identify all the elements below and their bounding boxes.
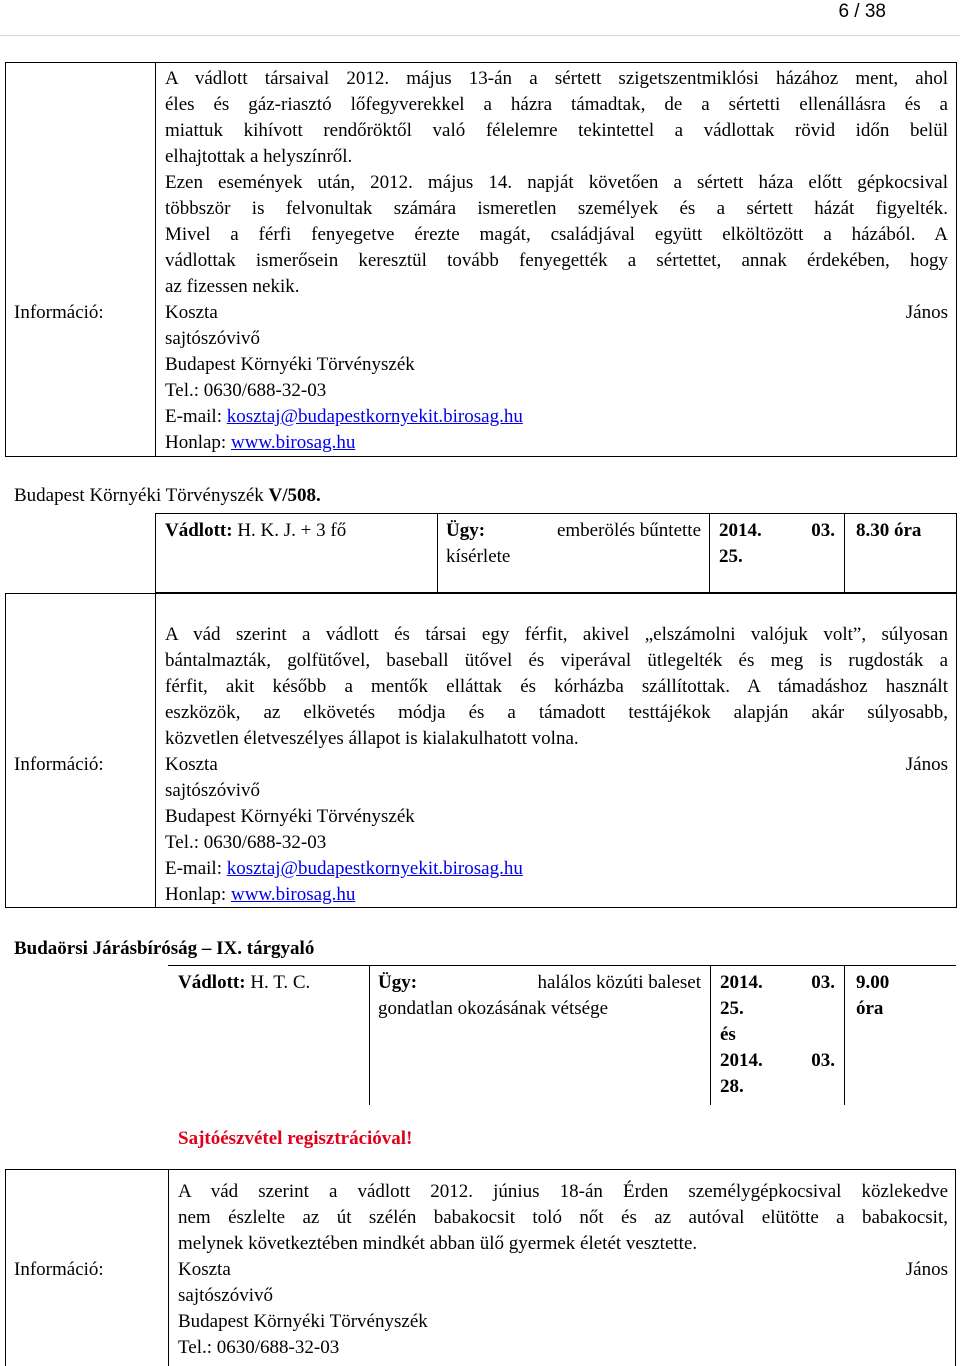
section-heading-2 <box>14 483 321 509</box>
contact-org: Budapest Környéki Törvényszék <box>178 1311 428 1332</box>
web-link[interactable]: www.birosag.hu <box>230 432 356 453</box>
hearing-time-2: 8.30 óra <box>856 520 922 541</box>
text-line: többször is felvonultak számára ismeretlen személyek és a sértett házát figyelték. <box>165 198 948 219</box>
registration-notice: Sajtóészvétel regisztrációval! <box>178 1128 413 1149</box>
date-month: 03. <box>811 1050 835 1071</box>
time-value: 9.00 <box>856 972 890 993</box>
contact-tel: Tel.: 0630/688-32-03 <box>165 832 327 853</box>
header-divider <box>0 35 960 36</box>
contact-tel: Tel.: 0630/688-32-03 <box>165 380 327 401</box>
contact-org: Budapest Környéki Törvényszék <box>165 806 415 827</box>
block-top-border <box>5 1169 956 1170</box>
web-link[interactable]: www.birosag.hu <box>230 884 356 905</box>
defendant-name: H. T. C. <box>245 972 311 993</box>
email-link[interactable]: kosztaj@budapestkornyekit.birosag.hu <box>226 858 523 879</box>
text-line: melynek következtében mindkét abban ülő gyermek életét vesztette. <box>178 1233 698 1254</box>
case-text: halálos közúti baleset <box>532 972 701 993</box>
block-left-border <box>5 1169 6 1366</box>
date-line <box>719 518 835 544</box>
text-line: vádlottak ismerősein keresztül tovább fenyegették a sértettet, annak érdekében, hogy <box>165 250 948 271</box>
column-divider <box>155 62 156 456</box>
cell-divider <box>844 965 845 1105</box>
defendant-3 <box>178 970 310 996</box>
date-year: 2014. <box>720 1050 763 1071</box>
defendant-name: H. K. J. + 3 fő <box>232 520 347 541</box>
case-label: Ügy: <box>446 520 486 541</box>
text-line: bántalmazták, golfütővel, baseball ütővel és viperával ütlegelték és meg is rugdosták a <box>165 650 948 671</box>
contact-first-name: Koszta <box>165 302 218 323</box>
block-right-border <box>955 1169 956 1366</box>
defendant-2 <box>165 518 346 544</box>
text-line: A vád szerint a vádlott 2012. június 18-án Érden személygépkocsival közlekedve <box>178 1181 948 1202</box>
date-year: 2014. <box>720 972 763 993</box>
contact-email <box>165 404 523 430</box>
text-line: közvetlen életveszélyes állapot is kialakulhatott volna. <box>165 728 579 749</box>
case-line <box>378 970 701 996</box>
contact-web <box>165 430 355 456</box>
date-line <box>720 970 835 996</box>
contact-email <box>165 856 523 882</box>
defendant-label: Vádlott: <box>165 520 233 541</box>
contact-role: sajtószóvivő <box>165 780 260 801</box>
contact-role: sajtószóvivő <box>178 1285 273 1306</box>
case-line <box>446 518 701 544</box>
email-label: E-mail: <box>165 858 227 879</box>
text-line: miattuk kihívott rendőröktől való félelemre tekintettel a vádlottak rövid időn belül <box>165 120 948 141</box>
cell-divider <box>709 513 710 593</box>
text-line: éles és gáz-riasztó lőfegyverekkel a házra támadtak, de a sértetti ellenállásra és a <box>165 94 948 115</box>
section-heading-3: Budaörsi Járásbíróság – IX. tárgyaló <box>14 938 315 959</box>
cell-divider <box>369 965 370 1105</box>
date-line <box>720 1048 835 1074</box>
cell-divider <box>437 513 438 593</box>
text-line: A vádlott társaival 2012. május 13-án a sértett szigetszentmiklósi házához ment, ahol <box>165 68 948 89</box>
info-label: Információ: <box>14 302 104 323</box>
contact-org: Budapest Környéki Törvényszék <box>165 354 415 375</box>
cell-divider <box>844 513 845 593</box>
web-label: Honlap: <box>165 432 231 453</box>
email-label: E-mail: <box>165 406 227 427</box>
date-year: 2014. <box>719 520 762 541</box>
info-label: Információ: <box>14 754 104 775</box>
text-line: elhajtottak a helyszínről. <box>165 146 353 167</box>
contact-name <box>178 1257 948 1283</box>
contact-last-name: János <box>905 1259 948 1280</box>
text-line: Mivel a férfi fenyegetve érezte magát, családjával együtt elköltözött a házából. A <box>165 224 948 245</box>
date-month: 03. <box>811 972 835 993</box>
date-day: 25. <box>720 998 744 1019</box>
case-line: kísérlete <box>446 546 511 567</box>
date-conjunction: és <box>720 1024 736 1045</box>
court-name: Budapest Környéki Törvényszék <box>14 485 269 506</box>
text-line: nem észlelte az út szélén babakocsit toló nőt és az autóval elütötte a babakocsit, <box>178 1207 948 1228</box>
contact-web <box>165 882 355 908</box>
date-day: 28. <box>720 1076 744 1097</box>
text-line: A vád szerint a vádlott és társai egy férfit, akivel „elszámolni valójuk volt”, súlyosan <box>165 624 948 645</box>
table-top-border <box>168 965 956 966</box>
column-divider <box>155 593 156 907</box>
contact-name <box>165 752 948 778</box>
contact-first-name: Koszta <box>178 1259 231 1280</box>
text-line: Ezen események után, 2012. május 14. napját követően a sértett háza előtt gépkocsival <box>165 172 948 193</box>
text-line: férfit, akit később a mentők elláttak és kórházba szállítottak. A támadáshoz használt <box>165 676 948 697</box>
info-label: Információ: <box>14 1259 104 1280</box>
contact-first-name: Koszta <box>165 754 218 775</box>
courtroom: V/508. <box>268 485 321 506</box>
text-line: eszközök, az elkövetés módja és a támadott testtájékok alapján akár súlyosabb, <box>165 702 948 723</box>
contact-role: sajtószóvivő <box>165 328 260 349</box>
web-label: Honlap: <box>165 884 231 905</box>
contact-last-name: János <box>905 302 948 323</box>
page-number: 6 / 38 <box>838 1 886 22</box>
contact-tel: Tel.: 0630/688-32-03 <box>178 1337 340 1358</box>
date-month: 03. <box>811 520 835 541</box>
text-line: az fizessen nekik. <box>165 276 300 297</box>
email-link[interactable]: kosztaj@budapestkornyekit.birosag.hu <box>226 406 523 427</box>
case-text: emberölés bűntette <box>552 520 701 541</box>
contact-name <box>165 300 948 326</box>
date-day: 25. <box>719 546 743 567</box>
column-divider <box>168 1169 169 1366</box>
contact-last-name: János <box>905 754 948 775</box>
case-label: Ügy: <box>378 972 418 993</box>
case-line: gondatlan okozásának vétsége <box>378 998 609 1019</box>
defendant-label: Vádlott: <box>178 972 246 993</box>
cell-divider <box>710 965 711 1105</box>
time-unit: óra <box>856 998 884 1019</box>
